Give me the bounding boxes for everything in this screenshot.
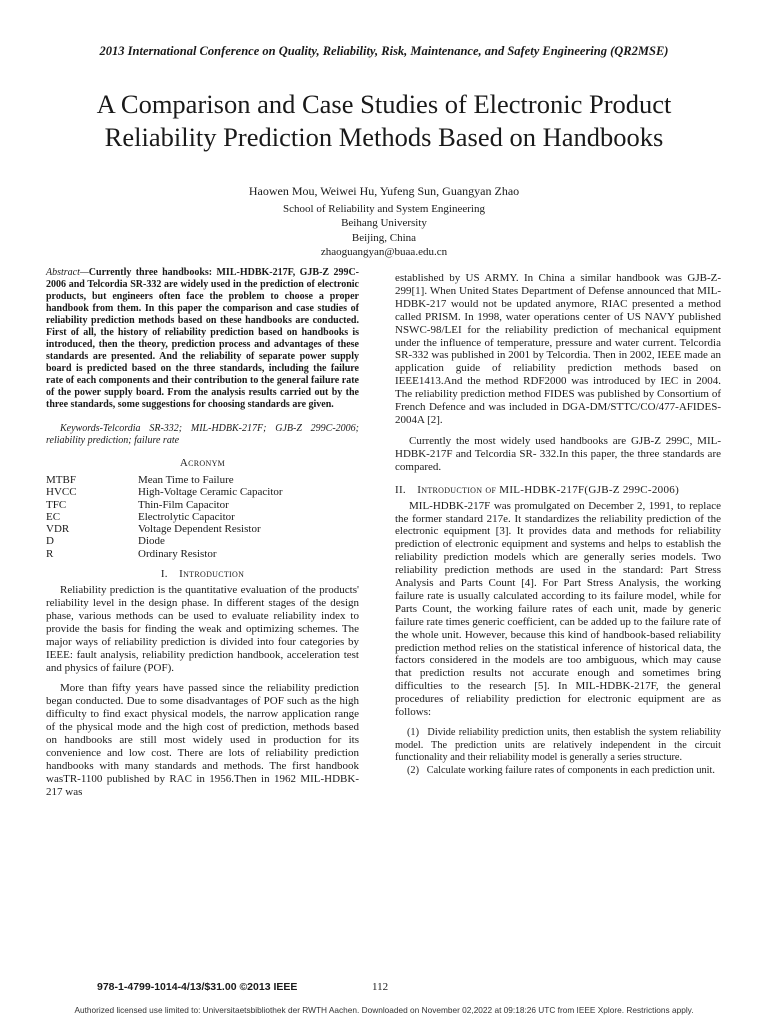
acronym-row [46,548,359,560]
left-column [46,267,359,799]
acronym-abbr: D [46,535,54,548]
right-column [395,272,721,777]
acronym-definition: Diode [138,535,165,548]
acronym-row [46,511,359,523]
acronym-definition: Ordinary Resistor [138,547,217,560]
page-number: 112 [372,981,389,993]
abstract [46,267,359,411]
procedure-step-2: (2) Calculate working failure rates of components in each prediction unit. [407,764,715,776]
affiliation-block [0,202,768,259]
acronym-abbr: EC [46,510,61,523]
copyright-id: 978-1-4799-1014-4/13/$31.00 ©2013 IEEE [97,981,298,993]
section-2-heading: II. Introduction of MIL-HDBK-217F(GJB-Z 299C-2006) [395,483,680,496]
affiliation-school: School of Reliability and System Engineering [283,203,485,215]
affiliation-city: Beijing, China [351,231,417,244]
acronym-abbr: MTBF [46,474,76,486]
acronym-abbr: TFC [46,498,67,511]
authorized-use-note: Authorized licensed use limited to: Universitaetsbibliothek der RWTH Aachen. Downloaded on November 02,2022 at 09:18:26 UTC from IEEE Xplore. Restrictions apply. [74,1005,694,1015]
keywords: Keywords-Telcordia SR-332; MIL-HDBK-217F; GJB-Z 299C-2006; reliability prediction; failure rate [46,423,359,446]
acronym-row [46,535,359,547]
acronym-definition: Thin-Film Capacitor [138,498,229,511]
acronym-heading: Acronym [179,457,226,469]
intro-paragraph-4: Currently the most widely used handbooks are GJB-Z 299C, MIL-HDBK-217F and Telcordia SR- 332.In this paper, the three standards are compared. [395,434,721,473]
acronym-row [46,486,359,498]
acronym-abbr: VDR [46,523,70,536]
intro-paragraph-3: established by US ARMY. In China a similar handbook was GJB-Z-299[1]. When United States Department of Defense announced that MIL-HDBK-217 would not be updated anymore, RIAC presented a method called PRISM. In 1998, water operations center of US NAVY published NSWC-98/LEI for the reliability prediction of mechanical equipment under the influence of temperature, pressure and water current. Telcordia SR-332 was published in 2001 by Telcordia. Then in 2002, IEEE made an application guide of reliability prediction methods based on IEEE1413.And the method RDF2000 was introduced by IEC in 2004. The reliability prediction method FIDES was published by Consortium of French Defence and was included in DGA-DM/STTC/CO/477-AFIDES-2004A [2]. [395,272,721,426]
acronym-row [46,523,359,535]
abstract-text: Currently three handbooks: MIL-HDBK-217F, GJB-Z 299C-2006 and Telcordia SR-332 are widely used in the prediction of electronic products, but engineers often face the problem to choose a proper handbook from them. In this paper the comparison and case studies of reliability prediction methods based on these handbooks are conducted. First of all, the history of reliability prediction based on handbooks is introduced, then the theory, prediction process and advantages of these standards are presented. And the reliability of separate power supply board is predicted based on the three standards, including the failure rate of each components and their contribution to the general failure rate of the power supply board. From the analysis results carried out by the three standards, some suggestions for choosing standards are given. [46,267,359,410]
acronym-row [46,474,359,486]
author-list: Haowen Mou, Weiwei Hu, Yufeng Sun, Guangyan Zhao [248,184,520,198]
acronym-row [46,499,359,511]
acronym-definition: Electrolytic Capacitor [138,510,235,523]
affiliation-university: Beihang University [341,217,427,230]
acronym-abbr: HVCC [46,486,77,499]
procedure-step-1: (1) Divide reliability prediction units, then establish the system reliability model. The prediction units are relatively independent in the circuit functionality and their reliability model is generally a series structure. [395,727,721,764]
title-line-1: A Comparison and Case Studies of Electronic Product [96,89,672,119]
abstract-label: Abstract— [46,267,89,278]
mil-paragraph-1: MIL-HDBK-217F was promulgated on December 2, 1991, to replace the former standard 217e. It standardizes the reliability prediction of the electronic equipment [3]. It provides data and methods for reliability prediction of electronic equipment and systems and helps to establish the reliability prediction models which are generally series models. Two reliability prediction methods are used in the standard: Part Stress Analysis and Parts Count [4]. For Part Stress Analysis, the working failure rate is usually calculated according to its failure model, while for Parts Count, the working failure rates of each unit, made by generic failure rate times generic coefficient, can be added up to the failure rate of the whole unit. However, because this kind of handbook-based reliability prediction method relies on the statistical inference of historical data, the factors considered in the models are too ambiguous, which may cause that prediction results not accurate enough and sometimes bring difficulties to the research [5]. In MIL-HDBK-217F, the general procedures of reliability prediction for electronic equipment are as follows: [395,499,721,719]
section-1-heading: I. Introduction [160,568,245,581]
acronym-table [46,474,359,560]
intro-paragraph-2: More than fifty years have passed since the reliability prediction began conducted. Due to some disadvantages of POF such as the high difficulty to find exact physical models, the narrow application range of the physical mode and the high cost of prediction, methods based on handbooks are still most widely used in production for its convenience and low cost. There are lots of reliability prediction handbooks with many standards and methods. The first handbook wasTR-1100 published by RAC in 1956.Then in 1962 MIL-HDBK-217 was [46,682,359,798]
acronym-definition: High-Voltage Ceramic Capacitor [138,486,283,499]
conference-header: 2013 International Conference on Quality, Reliability, Risk, Maintenance, and Safety Engineering (QR2MSE) [99,44,669,58]
acronym-definition: Voltage Dependent Resistor [138,523,261,536]
acronym-definition: Mean Time to Failure [138,474,234,486]
affiliation-email: zhaoguangyan@buaa.edu.cn [320,245,448,258]
intro-paragraph-1: Reliability prediction is the quantitative evaluation of the products' reliability level in the design phase. In different stages of the design phase, various methods can be used to evaluate reliability index to provide the basis for finding the weak and optimizing schemes. The major ways of reliability prediction is divided into four categories by IEEE: fault analysis, reliability prediction handbook, acceleration test and physics of failure (POF). [46,584,359,674]
title-line-2: Reliability Prediction Methods Based on Handbooks [104,122,664,152]
acronym-abbr: R [46,547,54,560]
paper-title [30,88,738,154]
